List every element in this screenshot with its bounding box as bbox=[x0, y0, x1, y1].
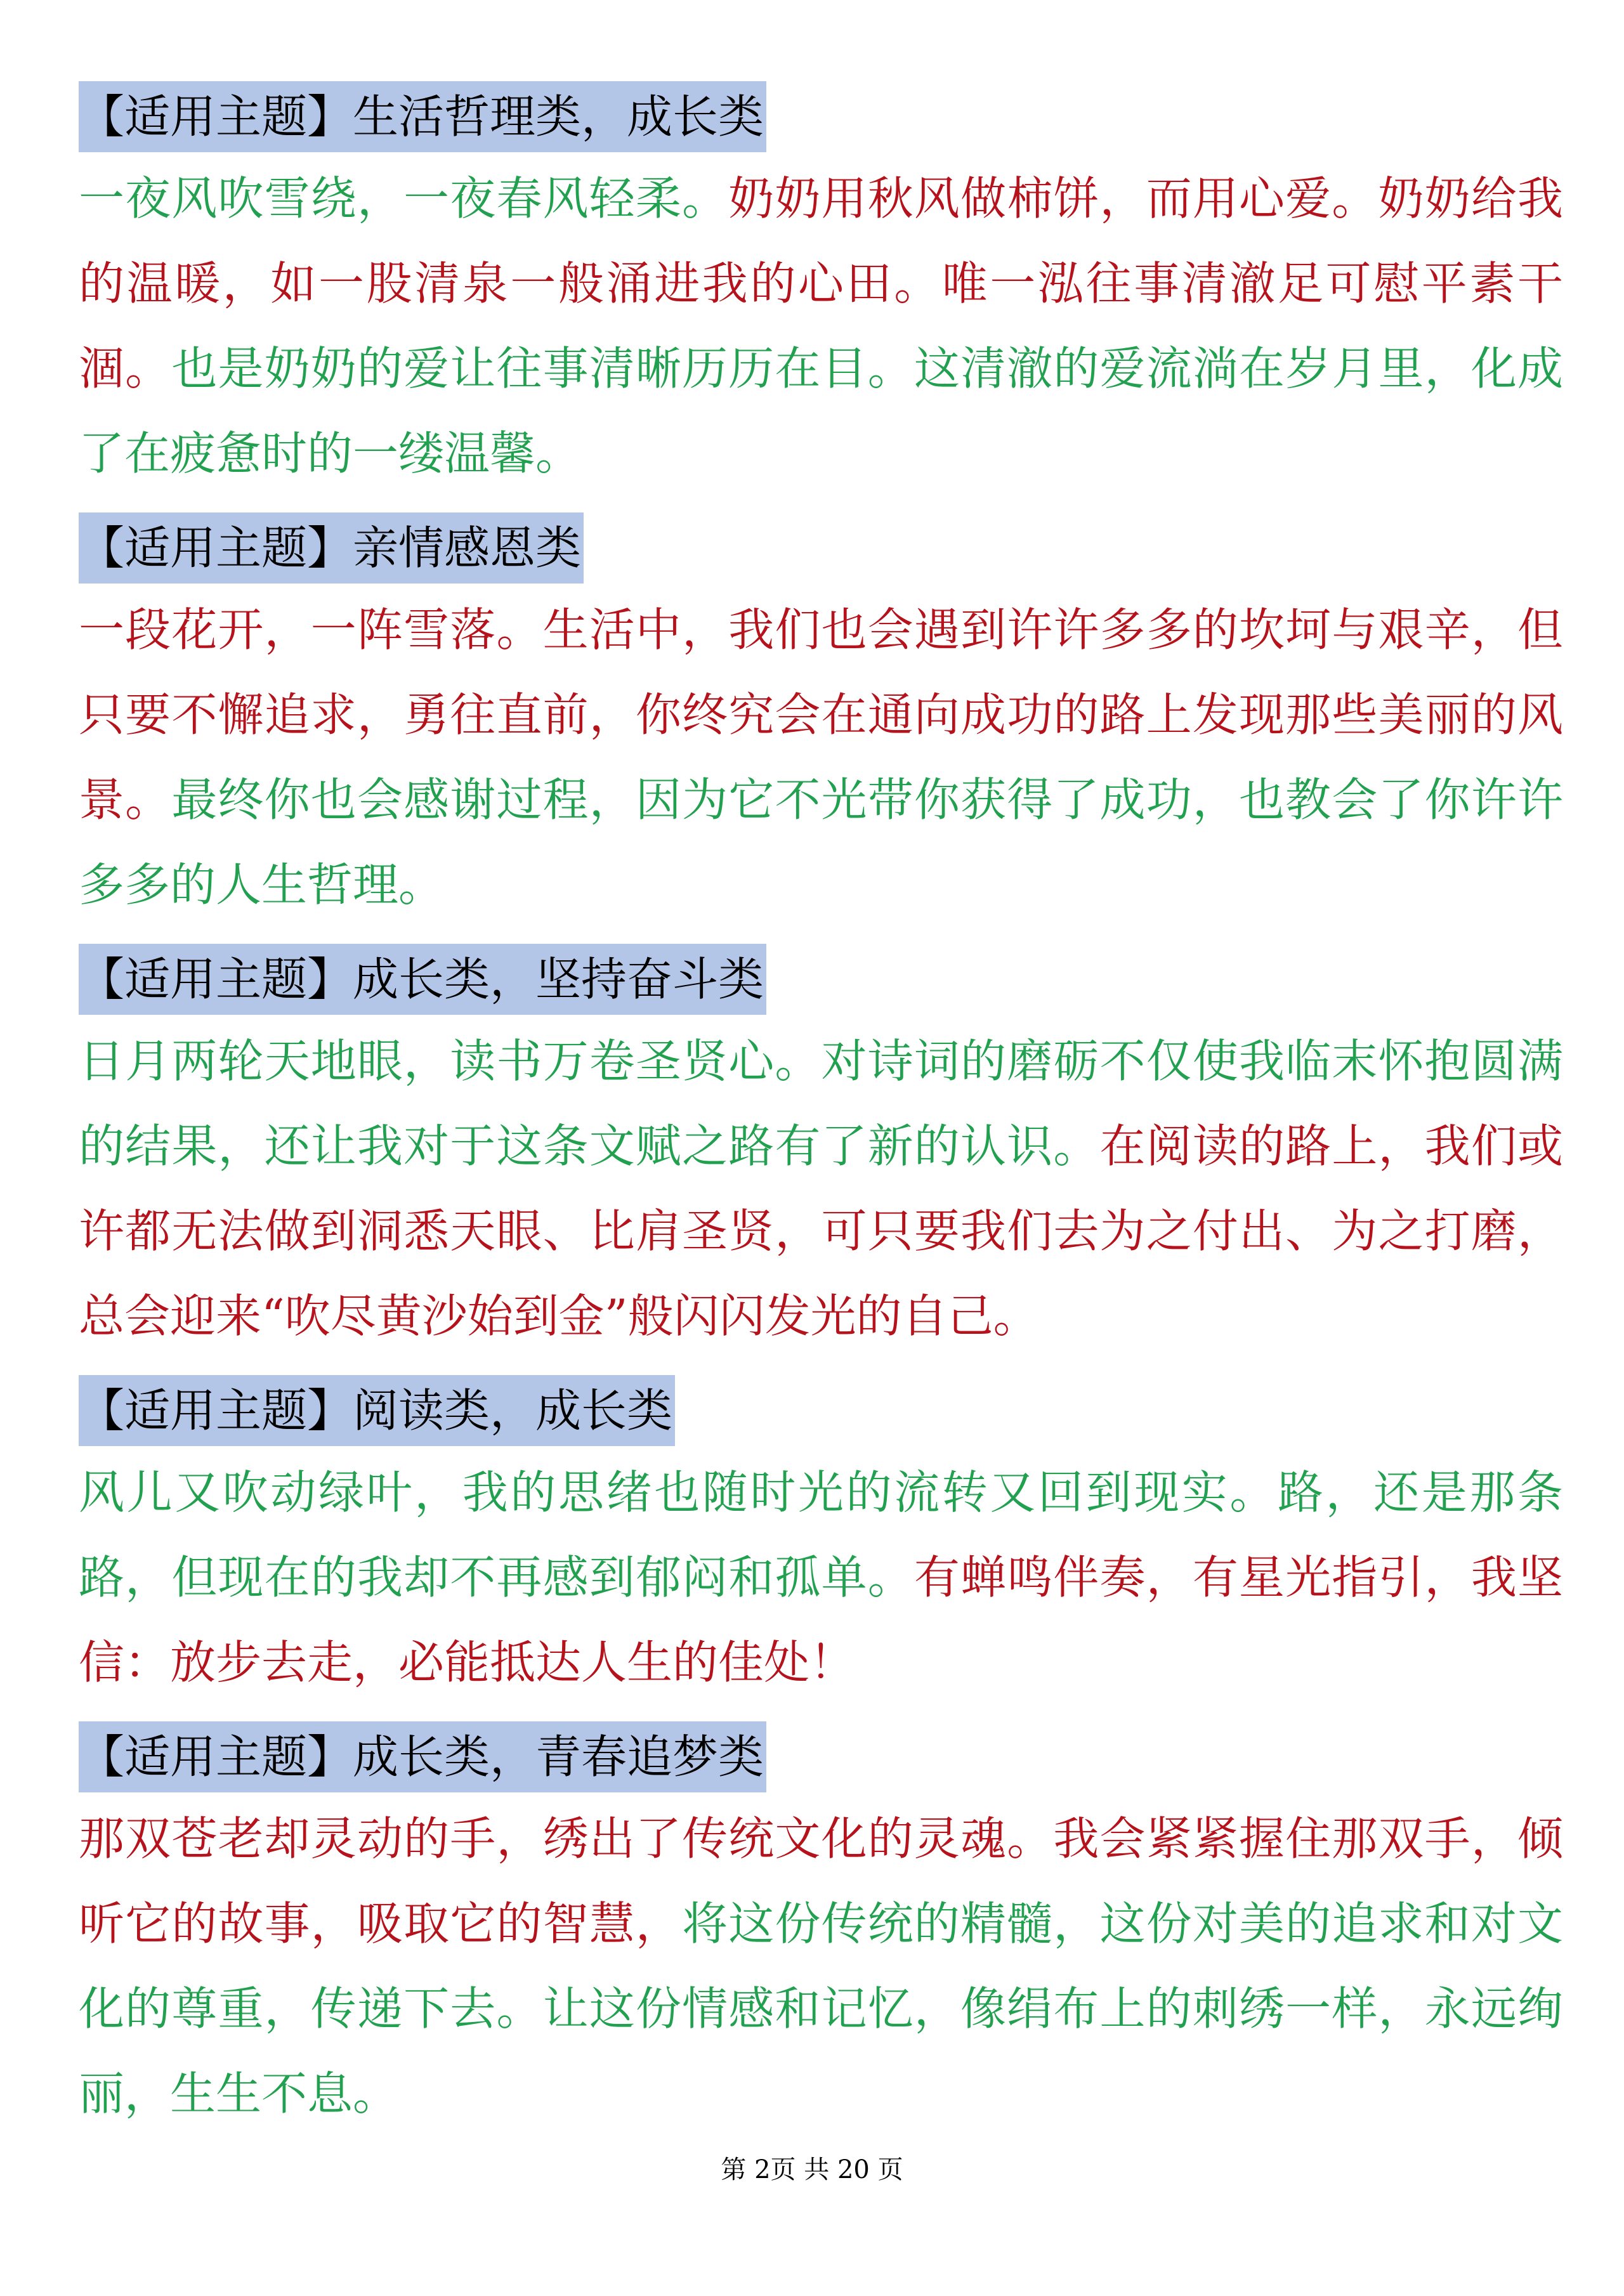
text-segment-red: 那双苍老却灵动的手，绣出了传统文化的灵魂。我会紧紧握住那双手，倾听它的故事，吸取它的智慧， bbox=[79, 1812, 1563, 1950]
text-segment-red: 在阅读的路上，我们或许都无法做到洞悉天眼、比肩圣贤，可只要我们去为之付出、为之打磨，总会迎来“吹尽黄沙始到金”般闪闪发光的自己。 bbox=[79, 1119, 1563, 1343]
section-heading: 【适用主题】亲情感恩类 bbox=[79, 512, 584, 584]
text-segment-red: 奶奶用秋风做柿饼，而用心爱。奶奶给我的温暖，如一股清泉一般涌进我的心田。唯一泓往事清澈足可慰平素干涸。 bbox=[79, 172, 1563, 395]
text-segment-green: 日月两轮天地眼，读书万卷圣贤心。对诗词的磨砺不仅使我临末怀抱圆满的结果，还让我对于这条文赋之路有了新的认识。 bbox=[79, 1034, 1563, 1173]
section-paragraph bbox=[79, 1019, 1563, 1359]
text-segment-green: 也是奶奶的爱让往事清晰历历在目。这清澈的爱流淌在岁月里，化成了在疲惫时的一缕温馨。 bbox=[79, 342, 1563, 480]
section-paragraph bbox=[79, 156, 1563, 496]
section-2 bbox=[79, 512, 1563, 927]
text-segment-green: 将这份传统的精髓，这份对美的追求和对文化的尊重，传递下去。让这份情感和记忆，像绢布上的刺绣一样，永远绚丽，生生不息。 bbox=[79, 1897, 1563, 2120]
section-4 bbox=[79, 1375, 1563, 1705]
text-segment-red: 一段花开，一阵雪落。生活中，我们也会遇到许许多多的坎坷与艰辛，但只要不懈追求，勇往直前，你终究会在通向成功的路上发现那些美丽的风景。 bbox=[79, 603, 1563, 826]
document-page bbox=[79, 81, 1563, 2153]
section-paragraph bbox=[79, 1450, 1563, 1705]
text-segment-green: 风儿又吹动绿叶，我的思绪也随时光的流转又回到现实。路，还是那条路，但现在的我却不再感到郁闷和孤单。 bbox=[79, 1466, 1563, 1604]
section-heading: 【适用主题】成长类，坚持奋斗类 bbox=[79, 944, 766, 1015]
section-heading: 【适用主题】阅读类，成长类 bbox=[79, 1375, 675, 1446]
section-paragraph bbox=[79, 587, 1563, 927]
section-5 bbox=[79, 1721, 1563, 2136]
section-paragraph bbox=[79, 1796, 1563, 2136]
page-footer: 第 2页 共 20 页 bbox=[721, 2155, 903, 2184]
section-heading: 【适用主题】成长类，青春追梦类 bbox=[79, 1721, 766, 1792]
text-segment-red: 有蝉鸣伴奏，有星光指引，我坚信：放步去走，必能抵达人生的佳处！ bbox=[79, 1551, 1563, 1689]
section-heading: 【适用主题】生活哲理类，成长类 bbox=[79, 81, 766, 152]
text-segment-green: 一夜风吹雪绕，一夜春风轻柔。 bbox=[79, 172, 729, 225]
section-1 bbox=[79, 81, 1563, 496]
text-segment-green: 最终你也会感谢过程，因为它不光带你获得了成功，也教会了你许许多多的人生哲理。 bbox=[79, 773, 1563, 911]
section-3 bbox=[79, 944, 1563, 1359]
